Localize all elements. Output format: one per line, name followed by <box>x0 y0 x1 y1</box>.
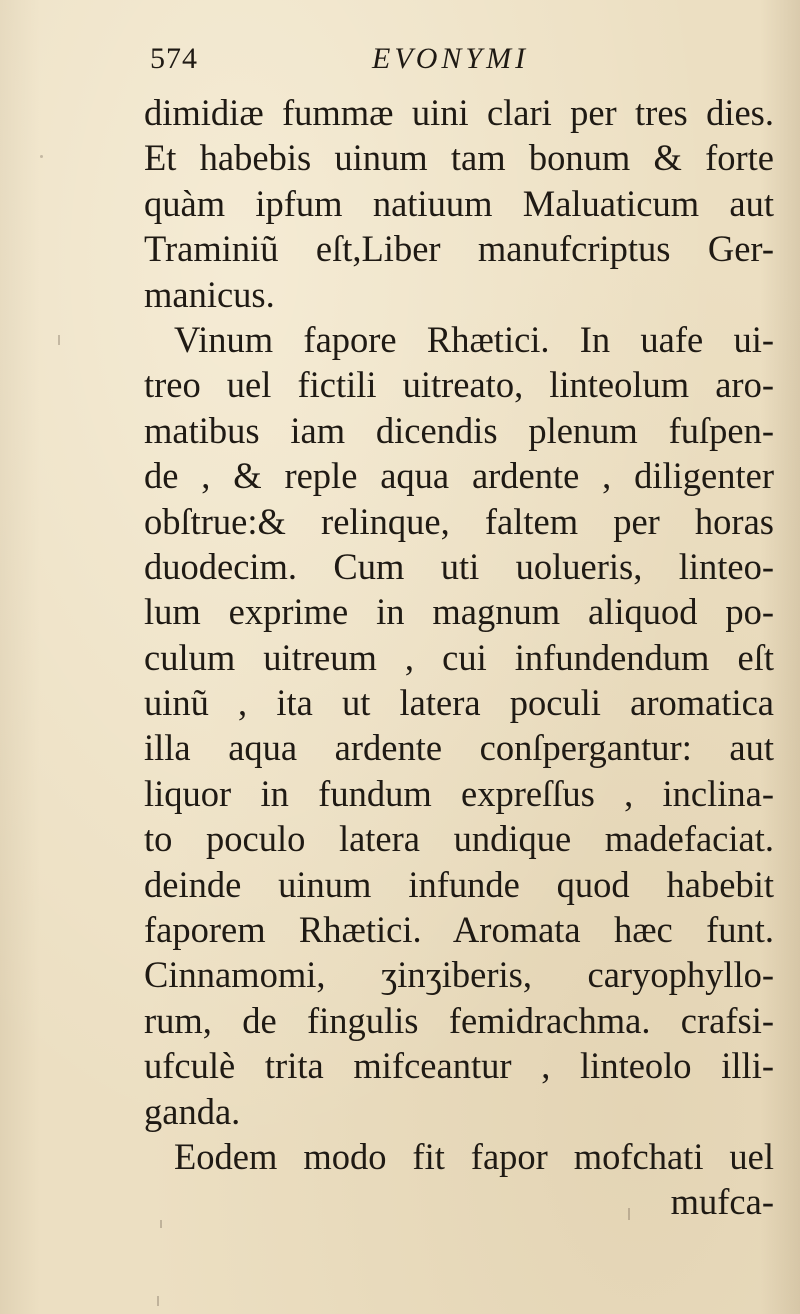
text-line: manicus. <box>144 273 275 315</box>
page-number: 574 <box>150 42 198 75</box>
text-line: illa aqua ardente conſpergantur: aut <box>144 727 774 769</box>
text-line: rum, de fingulis femidrachma. crafsi- <box>144 999 774 1041</box>
paper-speck <box>628 1208 630 1220</box>
paragraph-heading-line: Vinum fapore Rhætici. In uafe ui- <box>174 318 774 360</box>
catchword: mufca- <box>670 1181 774 1223</box>
text-line: deinde uinum infunde quod habebit <box>144 863 774 905</box>
text-line: ganda. <box>144 1090 241 1132</box>
text-line: liquor in fundum expreſſus , inclina- <box>144 772 774 814</box>
text-line: lum exprime in magnum aliquod po- <box>144 591 774 633</box>
paper-speck <box>157 1296 159 1306</box>
text-line: to poculo latera undique madefaciat. <box>144 818 774 860</box>
text-line: ufculè trita mifceantur , linteolo illi- <box>144 1045 774 1087</box>
text-line: treo uel fictili uitreato, linteolum aro- <box>144 364 774 406</box>
running-head: EVONYMI <box>372 42 530 75</box>
text-line: matibus iam dicendis plenum fuſpen- <box>144 409 774 451</box>
text-line: faporem Rhætici. Aromata hæc funt. <box>144 909 774 951</box>
text-line: Traminiũ eſt,Liber manufcriptus Ger- <box>144 228 774 270</box>
text-line: duodecim. Cum uti uolueris, linteo- <box>144 545 774 587</box>
paper-speck <box>160 1220 162 1228</box>
text-line: de , & reple aqua ardente , diligenter <box>144 455 774 497</box>
page-header <box>150 38 710 88</box>
text-line: uinũ , ita ut latera poculi aromatica <box>144 682 774 724</box>
text-line: dimidiæ fummæ uini clari per tres dies. <box>144 92 774 133</box>
text-line: culum uitreum , cui infundendum eſt <box>144 636 774 678</box>
text-line: obſtrue:& relinque, faltem per horas <box>144 500 774 542</box>
text-line: Eodem modo fit fapor mofchati uel <box>174 1135 774 1177</box>
text-line: Et habebis uinum tam bonum & forte <box>144 137 774 179</box>
paper-speck <box>58 335 60 345</box>
paper-speck <box>40 155 43 158</box>
body-text <box>144 90 774 1225</box>
text-line: quàm ipfum natiuum Maluaticum aut <box>144 182 774 224</box>
text-line: Cinnamomi, ʒinʒiberis, caryophyllo- <box>144 954 774 996</box>
